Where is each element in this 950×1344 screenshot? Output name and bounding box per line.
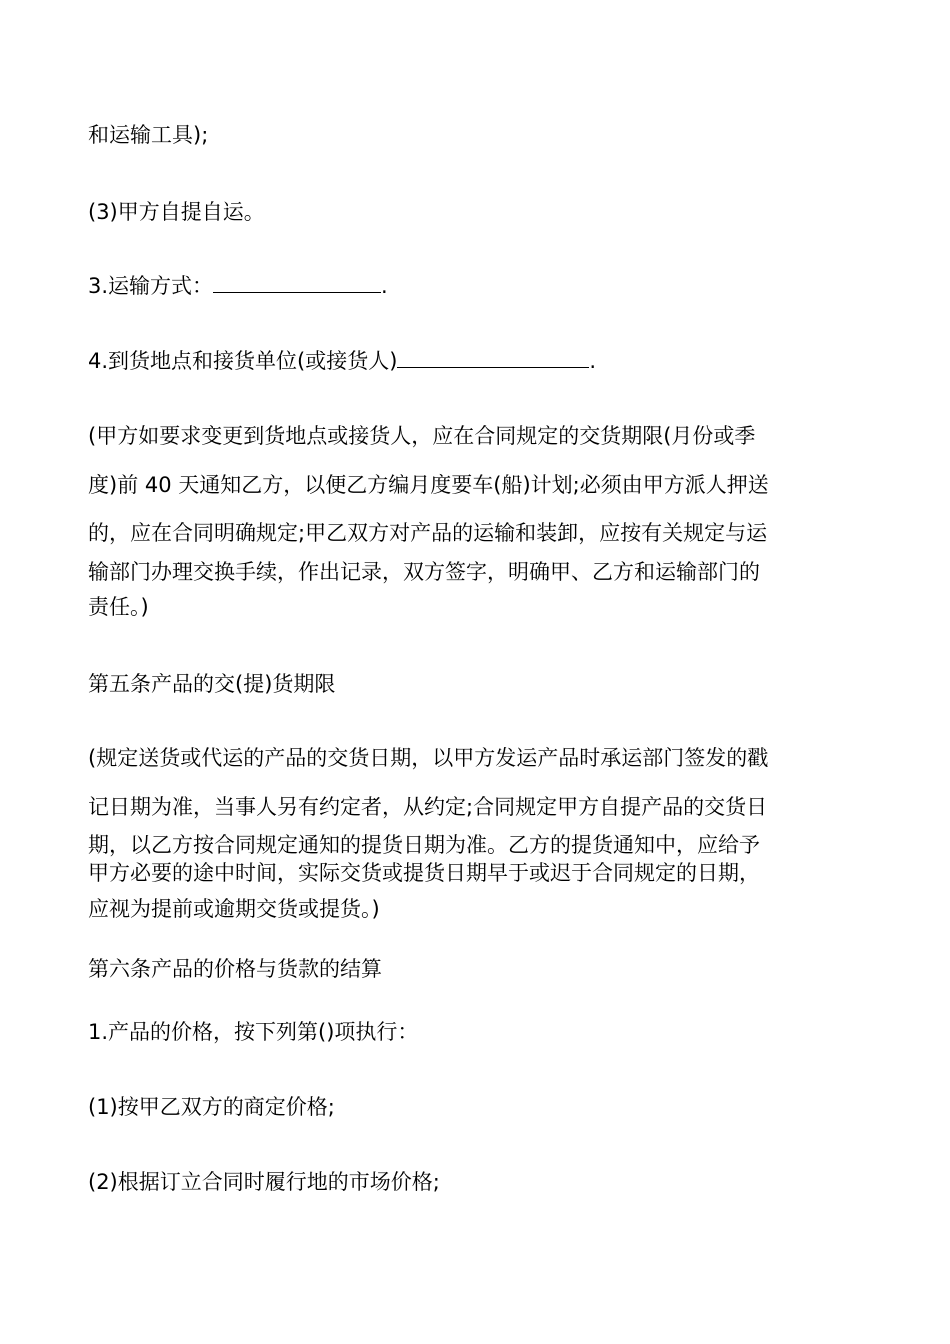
text-line: 和运输工具); — [88, 123, 209, 147]
text-line: (甲方如要求变更到货地点或接货人，应在合同规定的交货期限(月份或季 — [88, 424, 756, 448]
text-line: 记日期为准，当事人另有约定者，从约定;合同规定甲方自提产品的交货日 — [88, 795, 768, 819]
text-line: 1.产品的价格，按下列第()项执行： — [88, 1020, 419, 1044]
text-segment: . — [589, 349, 597, 373]
text-line: 责任。) — [88, 595, 149, 619]
fill-in-blank — [213, 272, 381, 293]
section-heading: 第五条产品的交(提)货期限 — [88, 672, 336, 696]
text-line — [88, 272, 388, 300]
fill-in-blank — [397, 347, 589, 368]
text-segment: 3.运输方式： — [88, 274, 214, 298]
text-line: 应视为提前或逾期交货或提货。) — [88, 897, 380, 921]
text-line: 的，应在合同明确规定;甲乙双方对产品的运输和装卸，应按有关规定与运 — [88, 521, 768, 545]
text-line: (1)按甲乙双方的商定价格; — [88, 1095, 335, 1119]
text-segment: 4.到货地点和接货单位(或接货人) — [88, 349, 398, 373]
text-line: 度)前 40 天通知乙方，以便乙方编月度要车(船)计划;必须由甲方派人押送 — [88, 473, 769, 497]
text-line: (3)甲方自提自运。 — [88, 200, 265, 224]
section-heading: 第六条产品的价格与货款的结算 — [88, 957, 382, 981]
text-segment: . — [381, 274, 388, 298]
text-line: 甲方必要的途中时间，实际交货或提货日期早于或迟于合同规定的日期， — [88, 861, 760, 885]
text-line: (2)根据订立合同时履行地的市场价格; — [88, 1170, 440, 1194]
text-line: 输部门办理交换手续，作出记录，双方签字，明确甲、乙方和运输部门的 — [88, 560, 760, 584]
text-line: 期，以乙方按合同规定通知的提货日期为准。乙方的提货通知中，应给予 — [88, 833, 760, 857]
text-line: (规定送货或代运的产品的交货日期，以甲方发运产品时承运部门签发的戳 — [88, 746, 769, 770]
text-line — [88, 347, 596, 375]
